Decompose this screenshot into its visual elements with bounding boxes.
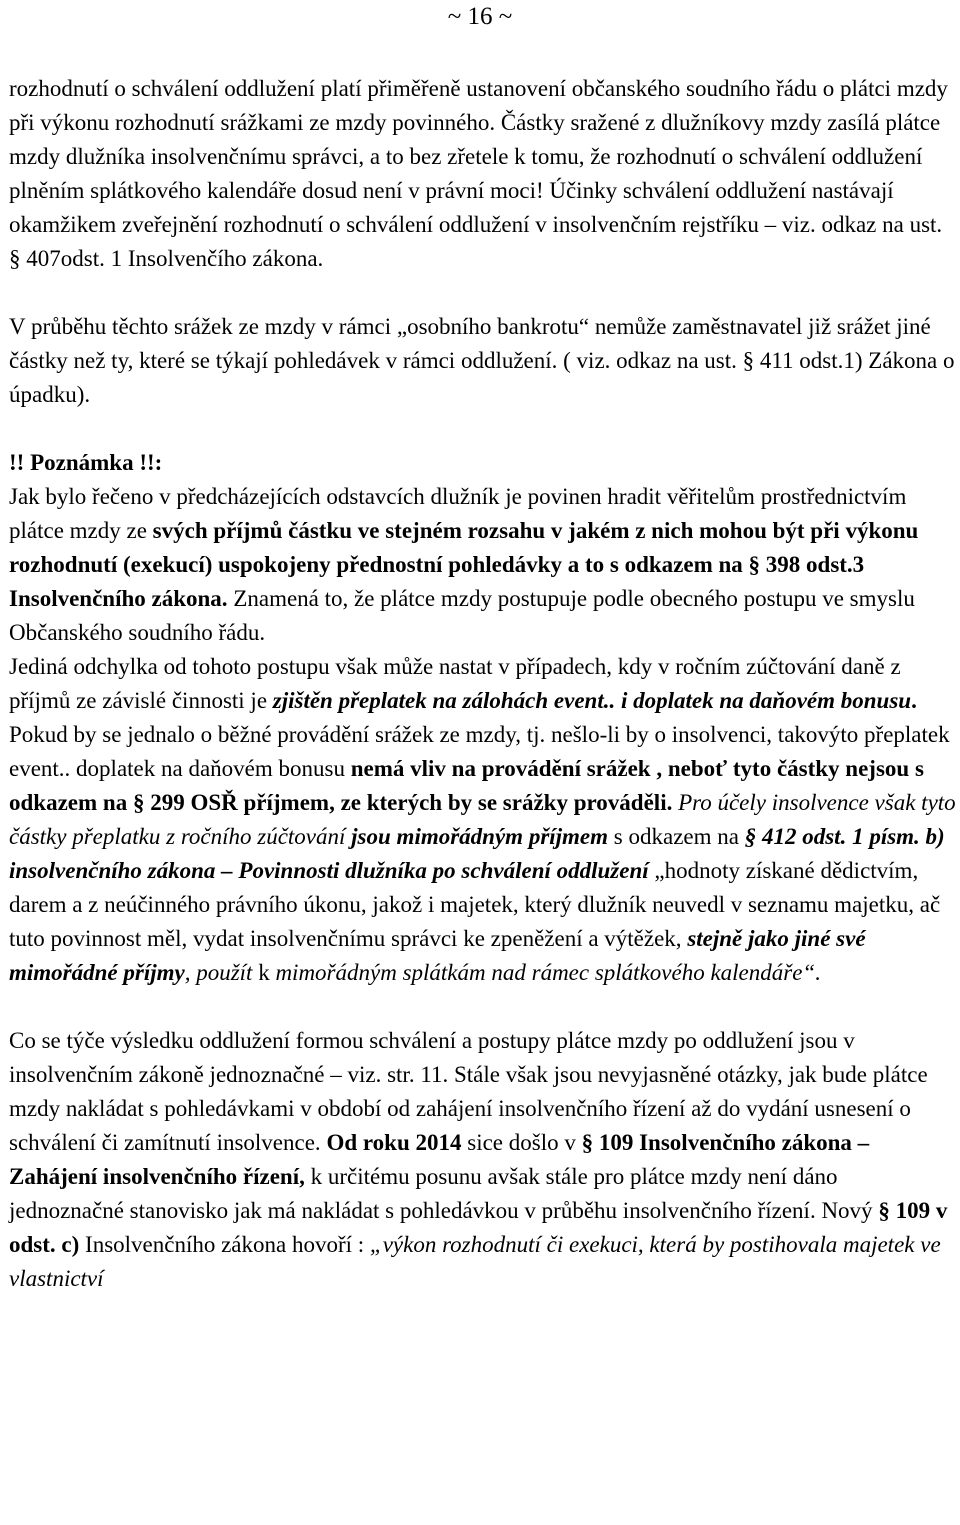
paragraph-text: k určitému posunu avšak stále pro plátce mzdy není dáno jednoznačné stanovisko jak má nakládat s pohledávkou v průběhu insolvenčního řízení. Nový [9, 1164, 879, 1223]
paragraph-srazky-osobni-bankrot [9, 310, 957, 412]
paragraph-text: Jak bylo řečeno v předcházejících odstavcích dlužník je povinen hradit věřitelům prostřednictvím plátce mzdy ze [9, 484, 907, 543]
italic-text: Pro účely insolvence však tyto částky přeplatku z ročního zúčtování [9, 790, 956, 849]
note-heading: !! Poznámka !!: [9, 450, 163, 475]
bold-italic-text: stejně jako jiné své mimořádné příjmy [9, 926, 866, 985]
bold-text: Od roku 2014 [326, 1130, 462, 1155]
italic-text: „výkon rozhodnutí či exekuci, která by postihovala majetek ve vlastnictví [9, 1232, 941, 1291]
bold-text: svých příjmů částku ve stejném rozsahu v jakém z nich mohou být při výkonu rozhodnutí (exekucí) uspokojeny přednostní pohledávky a to s odkazem na § 398 odst.3 Insolvenčního zákona. [9, 518, 919, 611]
paragraph-odchylka-preplatek [9, 650, 957, 990]
bold-text: nemá vliv na provádění srážek , neboť tyto částky nejsou s odkazem na § 299 OSŘ příjmem, ze kterých by se srážky prováděli. [9, 756, 924, 815]
paragraph-gap [9, 412, 957, 446]
paragraph-text: s odkazem na [608, 824, 745, 849]
bold-text: § 109 v odst. c) [9, 1198, 948, 1257]
page-number: ~ 16 ~ [447, 3, 513, 30]
paragraph-text: Jediná odchylka od tohoto postupu však může nastat v případech, kdy v ročním zúčtování daně z příjmů ze závislé činnosti je [9, 654, 901, 713]
bold-italic-text: § 412 odst. 1 písm. b) insolvenčního zákona – Povinnosti dlužníka po schválení oddlužení [9, 824, 945, 883]
document-body [9, 72, 957, 1296]
paragraph-text: Pokud by se jednalo o běžné provádění srážek ze mzdy, tj. nešlo-li by o insolvenci, takovýto přeplatek event.. doplatek na daňovém bonusu [9, 722, 950, 781]
bold-text: . [911, 688, 917, 713]
paragraph-vysledek-oddluzeni [9, 1024, 957, 1296]
paragraph-text: sice došlo v [461, 1130, 582, 1155]
paragraph-text: Znamená to, že plátce mzdy postupuje podle obecného postupu ve smyslu Občanského soudního řádu. [9, 586, 915, 645]
italic-text: mimořádným splátkám nad rámec splátkového kalendáře“. [275, 960, 821, 985]
bold-text: § 109 Insolvenčního zákona – Zahájení insolvenčního řízení, [9, 1130, 870, 1189]
paragraph-povinnost-dluznika [9, 480, 957, 650]
paragraph-oddluzeni-ucinky [9, 72, 957, 276]
paragraph-text: rozhodnutí o schválení oddlužení platí přiměřeně ustanovení občanského soudního řádu o plátci mzdy při výkonu rozhodnutí srážkami ze mzdy povinného. Částky sražené z dlužníkovy mzdy zasílá plátce mzdy dlužníka insolvenčnímu správci, a to bez zřetele k tomu, že rozhodnutí o schválení oddlužení plněním splátkového kalendáře dosud není v právní moci! Účinky schválení oddlužení nastávají okamžikem zveřejnění rozhodnutí o schválení oddlužení v insolvenčním rejstříku – viz. odkaz na ust. § 407odst. 1 Insolvenčího zákona. [9, 76, 948, 271]
paragraph-gap [9, 990, 957, 1024]
paragraph-text: „hodnoty získané dědictvím, darem a z neúčinného právního úkonu, jakož i majetek, který dlužník neuvedl v seznamu majetku, ač tuto povinnost měl, vydat insolvenčnímu správci ke zpeněžení a výtěžek, [9, 858, 941, 951]
paragraph-text: Insolvenčního zákona hovoří : [79, 1232, 370, 1257]
bold-italic-text: jsou mimořádným příjmem [351, 824, 609, 849]
paragraph-gap [9, 276, 957, 310]
paragraph-text: Co se týče výsledku oddlužení formou schválení a postupy plátce mzdy po oddlužení jsou v insolvenčním zákoně jednoznačné – viz. str. 11. Stále však jsou nevyjasněné otázky, jak bude plátce mzdy nakládat s pohledávkami v období od zahájení insolvenčního řízení až do vydání usnesení o schválení či zamítnutí insolvence. [9, 1028, 928, 1155]
italic-text: , použít [184, 960, 253, 985]
paragraph-text: k [252, 960, 276, 985]
bold-italic-text: zjištěn přeplatek na zálohách event.. i doplatek na daňovém bonusu [272, 688, 912, 713]
paragraph-text: V průběhu těchto srážek ze mzdy v rámci „osobního bankrotu“ nemůže zaměstnavatel již srážet jiné částky než ty, které se týkají pohledávek v rámci oddlužení. ( viz. odkaz na ust. § 411 odst.1) Zákona o úpadku). [9, 314, 955, 407]
